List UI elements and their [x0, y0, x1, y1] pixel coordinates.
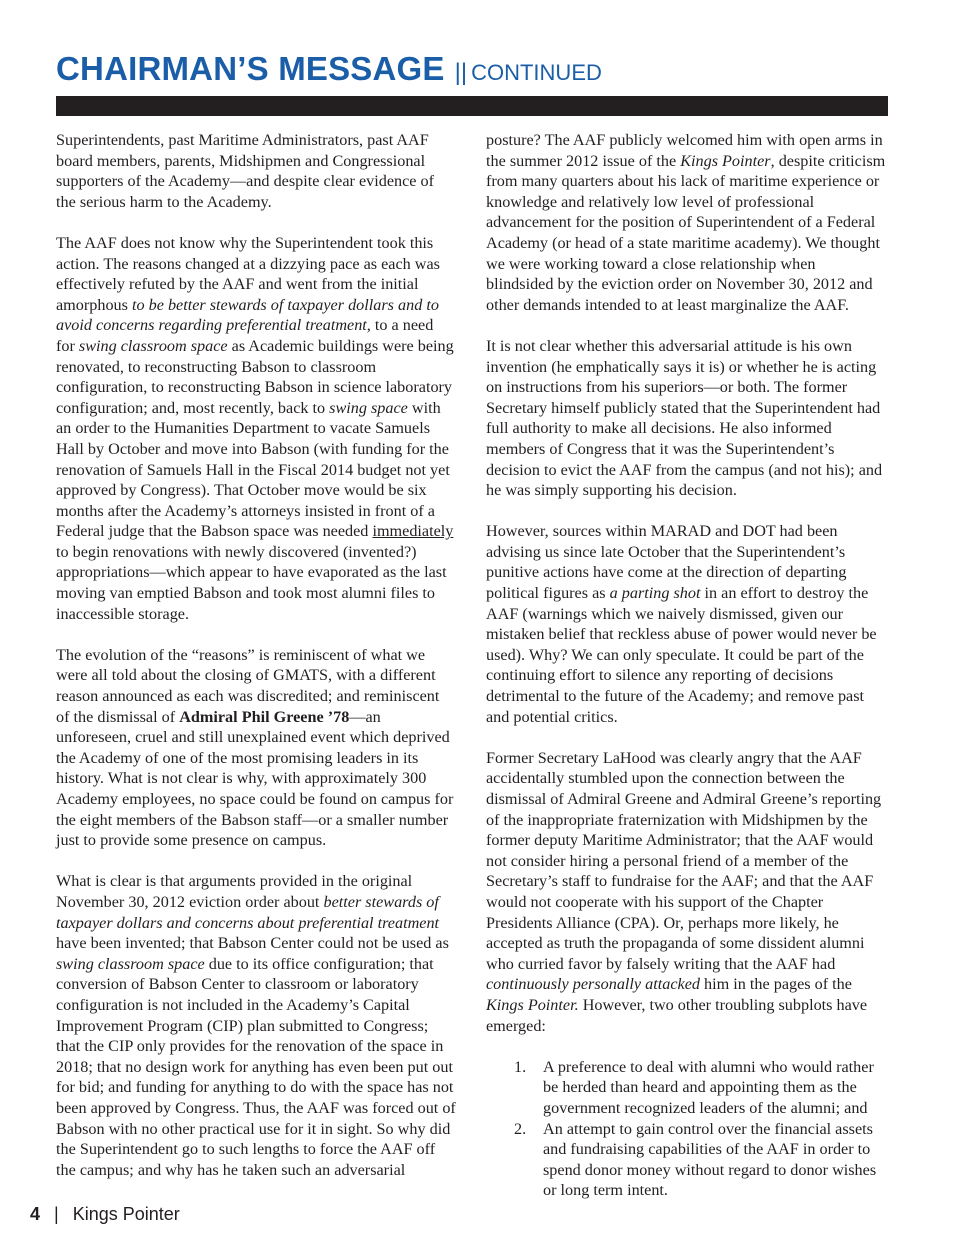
paragraph: Superintendents, past Maritime Administrators, past AAF board members, parents, Midshipmen and Congressional supporters of the Academy—and despite clear evidence of the serious harm to the Academy. [56, 131, 435, 211]
publication-name: Kings Pointer [72, 1204, 180, 1224]
page-number: 4 [30, 1204, 41, 1224]
right-column [486, 130, 886, 1201]
paragraph: It is not clear whether this adversarial attitude is his own invention (he emphatically says it is) or whether he is acting on instructions from his superiors—or both. The former Secretary himself publicly stated that the Superintendent had full authority to make all decisions. He also informed members of Congress that it was the Superintendent’s decision to evict the AAF from the campus (and not his); and he was simply supporting his decision. [486, 336, 883, 500]
paragraph: The evolution of the “reasons” is reminiscent of what we were all told about the closing of GMATS, with a different reason announced as each was discredited; and reminiscent of the dismissal of Admiral Phil Greene ’78—an unforeseen, cruel and still unexplained event which deprived the Academy of one of the most promising leaders in its history. What is not clear is why, with approximately 300 Academy employees, no space could be found on campus for the eight members of the Babson staff—or a smaller number just to provide some presence on campus. [56, 645, 454, 850]
paragraph: posture? The AAF publicly welcomed him with open arms in the summer 2012 issue of the Kings Pointer, despite criticism from many quarters about his lack of maritime experience or knowledge and relatively low level of professional advancement for the position of Superintendent of a Federal Academy (or head of a state maritime academy). We thought we were working toward a close relationship when blindsided by the eviction order on November 30, 2012 and other demands intended to at least marginalize the AAF. [486, 131, 886, 314]
paragraph: The AAF does not know why the Superintendent took this action. The reasons changed at a dizzying pace as each was effectively refuted by the AAF and went from the initial amorphous to be better stewards of taxpayer dollars and to avoid concerns regarding preferential treatment, to a need for swing classroom space as Academic buildings were being renovated, to reconstructing Babson to classroom configuration, to reconstructing Babson in science laboratory configuration; and, most recently, back to swing space with an order to the Humanities Department to vacate Samuels Hall by October and move into Babson (with funding for the renovation of Samuels Hall in the Fiscal 2014 budget not yet approved by Congress). That October move would be six months after the Academy’s attorneys insisted in front of a Federal judge that the Babson space was needed immediately to begin renovations with newly discovered (invented?) appropriations—which appear to have evaporated as the last moving van emptied Babson and took most alumni files to inaccessible storage. [56, 233, 454, 623]
page-subtitle: CONTINUED [471, 60, 602, 85]
paragraph: Former Secretary LaHood was clearly angry that the AAF accidentally stumbled upon the connection between the dismissal of Admiral Greene and Admiral Greene’s reporting of the inappropriate fraternization with Midshipmen by the former deputy Maritime Administrator; that the AAF would not consider hiring a personal friend of a member of the Secretary’s staff to fundraise for the AAF; and that the AAF would not cooperate with his support of the Chapter Presidents Alliance (CPA). Or, perhaps more likely, he accepted as truth the propaganda of some dissident alumni who curried favor by falsely writing that the AAF had continuously personally attacked him in the pages of the Kings Pointer. However, two other troubling subplots have emerged: [486, 748, 882, 1035]
page-footer [30, 1204, 180, 1225]
page-header [56, 50, 602, 88]
left-column [56, 130, 456, 1180]
paragraph: However, sources within MARAD and DOT had been advising us since late October that the Superintendent’s punitive actions have come at the direction of departing political figures as a parting shot in an effort to destroy the AAF (warnings which we naively dismissed, given our mistaken belief that reckless abuse of power would never be used). Why? We can only speculate. It could be part of the continuing effort to silence any reporting of decisions detrimental to the future of the Academy; and remove past and potential critics. [486, 522, 877, 726]
title-separator: || [454, 59, 468, 86]
list-item: 1. A preference to deal with alumni who would rather be herded than heard and appointing them as the government recognized leaders of the alumni; and [514, 1057, 874, 1117]
header-rule [56, 96, 888, 116]
list-item: 2. An attempt to gain control over the financial assets and fundraising capabilities of the AAF in order to spend donor money without regard to donor wishes or long term intent. [514, 1119, 877, 1200]
footer-separator: | [54, 1204, 59, 1224]
paragraph: What is clear is that arguments provided in the original November 30, 2012 eviction order about better stewards of taxpayer dollars and concerns about preferential treatment have been invented; that Babson Center could not be used as swing classroom space due to its office configuration; that conversion of Babson Center to classroom or laboratory configuration is not included in the Academy’s Capital Improvement Program (CIP) plan submitted to Congress; that the CIP only provides for the renovation of the space in 2018; that no design work for anything has even been put out for bid; and funding for anything to do with the space has not been approved by Congress. Thus, the AAF was forced out of Babson with no other practical use for it in sight. So why did the Superintendent go to such lengths to force the AAF off the campus; and why has he taken such an adversarial [56, 872, 456, 1179]
page-title: CHAIRMAN’S MESSAGE [56, 50, 445, 87]
subplot-list [486, 1057, 886, 1201]
